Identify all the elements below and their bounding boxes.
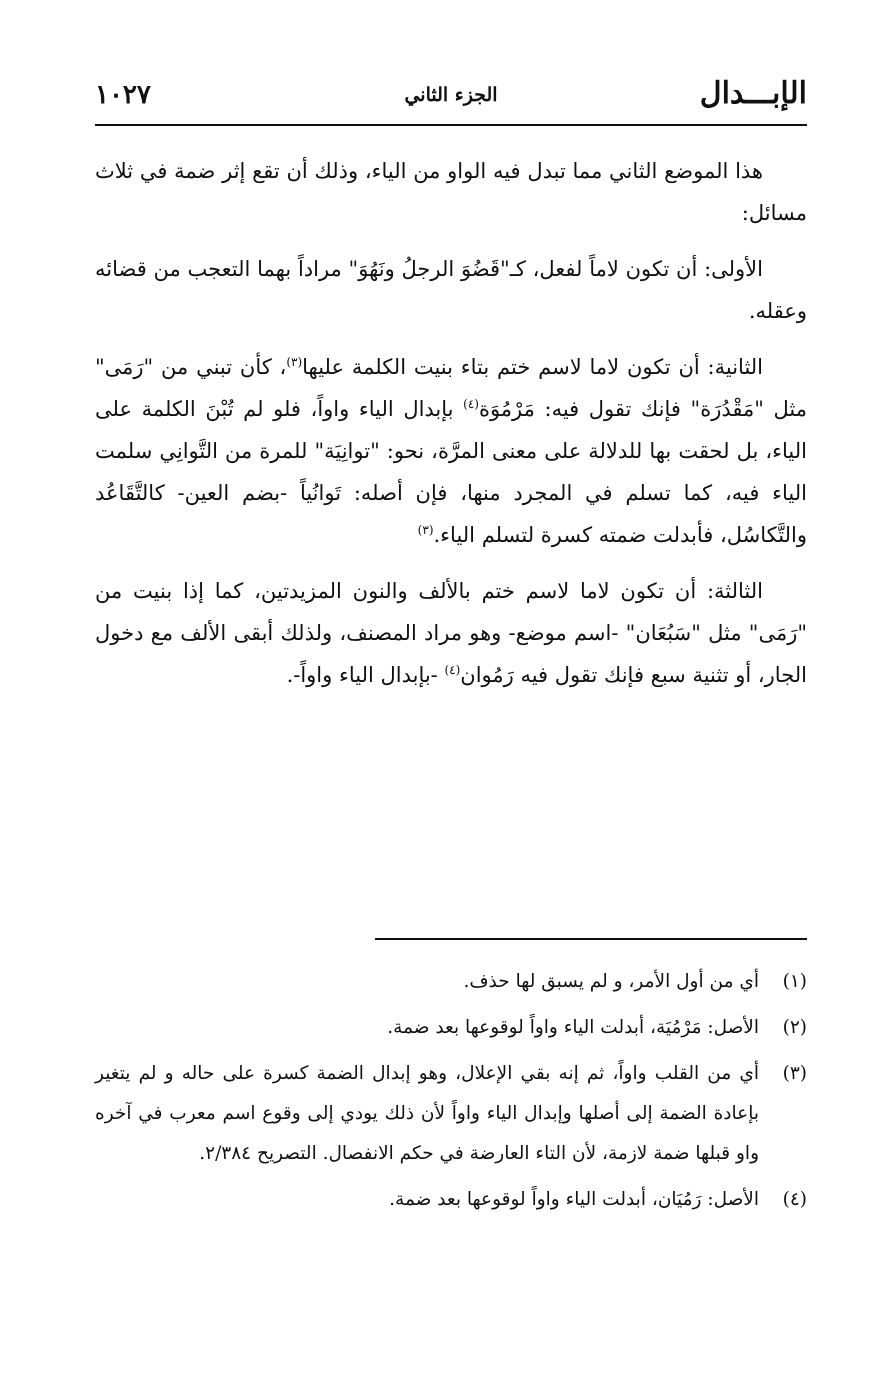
footnote-number: (٤) [782, 1189, 807, 1210]
footnote-ref: (٤) [444, 663, 461, 677]
footnote-text: الأصل: رَمُيَان، أبدلت الياء واواً لوقوعها بعد ضمة. [389, 1189, 759, 1210]
main-text [95, 150, 807, 710]
paragraph-intro [95, 150, 807, 234]
footnote-text: أي من أول الأمر، و لم يسبق لها حذف. [463, 971, 759, 992]
paragraph-text: الثانية: أن تكون لاما لاسم ختم بتاء بنيت الكلمة عليها [302, 355, 764, 379]
footnote-ref: (٤) [463, 397, 479, 411]
footnote-number: (٣) [782, 1063, 807, 1084]
paragraph-text: -بإبدال الياء واواً-. [286, 663, 445, 687]
footnote-text: أي من القلب واواً، ثم إنه بقي الإعلال، وهو إبدال الضمة كسرة على حاله و لم يتغير بإعادة الضمة إلى أصلها وإبدال الياء واواً لأن ذلك يودي إلى وقوع اسم معرب في آخره واو قبلها ضمة لازمة، لأن التاء العارضة في حكم الانفصال. التصريح ٢/٣٨٤. [95, 1063, 759, 1164]
page-number: ١٠٢٧ [95, 80, 151, 110]
paragraph-first [95, 248, 807, 332]
footnote-item [95, 1054, 807, 1174]
paragraph-text: هذا الموضع الثاني مما تبدل فيه الواو من الياء، وذلك أن تقع إثر ضمة في ثلاث مسائل: [95, 159, 807, 225]
footnote-divider [375, 938, 807, 940]
paragraph-text: ، كأن تبني من "رَمَى" مثل "مَقْدُرَة" فإنك تقول فيه: مَرْمُوَة [95, 355, 807, 421]
paragraph-text: الأولى: أن تكون لاماً لفعل، كـ"قَضُوَ الرجلُ ونَهُوَ" مراداً بهما التعجب من قضائه وعقله. [95, 257, 807, 323]
page-header [95, 72, 807, 126]
footnote-ref: (٣) [417, 523, 434, 537]
footnote-item [95, 962, 807, 1002]
footnotes [95, 962, 807, 1226]
chapter-title: الإبـــدال [699, 76, 807, 111]
footnote-text: الأصل: مَرْمُيَة، أبدلت الياء واواً لوقوعها بعد ضمة. [387, 1017, 759, 1038]
part-title: الجزء الثاني [404, 84, 498, 106]
paragraph-second [95, 346, 807, 556]
paragraph-text: الثالثة: أن تكون لاما لاسم ختم بالألف والنون المزيدتين، كما إذا بنيت من "رَمَى" مثل "سَبُعَان" -اسم موضع- وهو مراد المصنف، ولذلك أبقى الألف مع دخول الجار، أو تثنية سبع فإنك تقول فيه رَمُوان [95, 579, 807, 687]
paragraph-text: بإبدال الياء واواً، فلو لم تُبْنَ الكلمة على الياء، بل لحقت بها للدلالة على معنى المرَّة، نحو: "توانِيَة" للمرة من التَّوانِي سلمت الياء فيه، كما تسلم في المجرد منها، فإن أصله: تَوانُياً -بضم العين- كالتَّقَاعُد والتَّكاسُل، فأبدلت ضمته كسرة لتسلم الياء. [95, 397, 807, 547]
footnote-ref: (٣) [286, 355, 303, 369]
footnote-number: (١) [782, 971, 807, 992]
paragraph-third [95, 570, 807, 696]
footnote-number: (٢) [782, 1017, 807, 1038]
footnote-item [95, 1008, 807, 1048]
footnote-item [95, 1180, 807, 1220]
